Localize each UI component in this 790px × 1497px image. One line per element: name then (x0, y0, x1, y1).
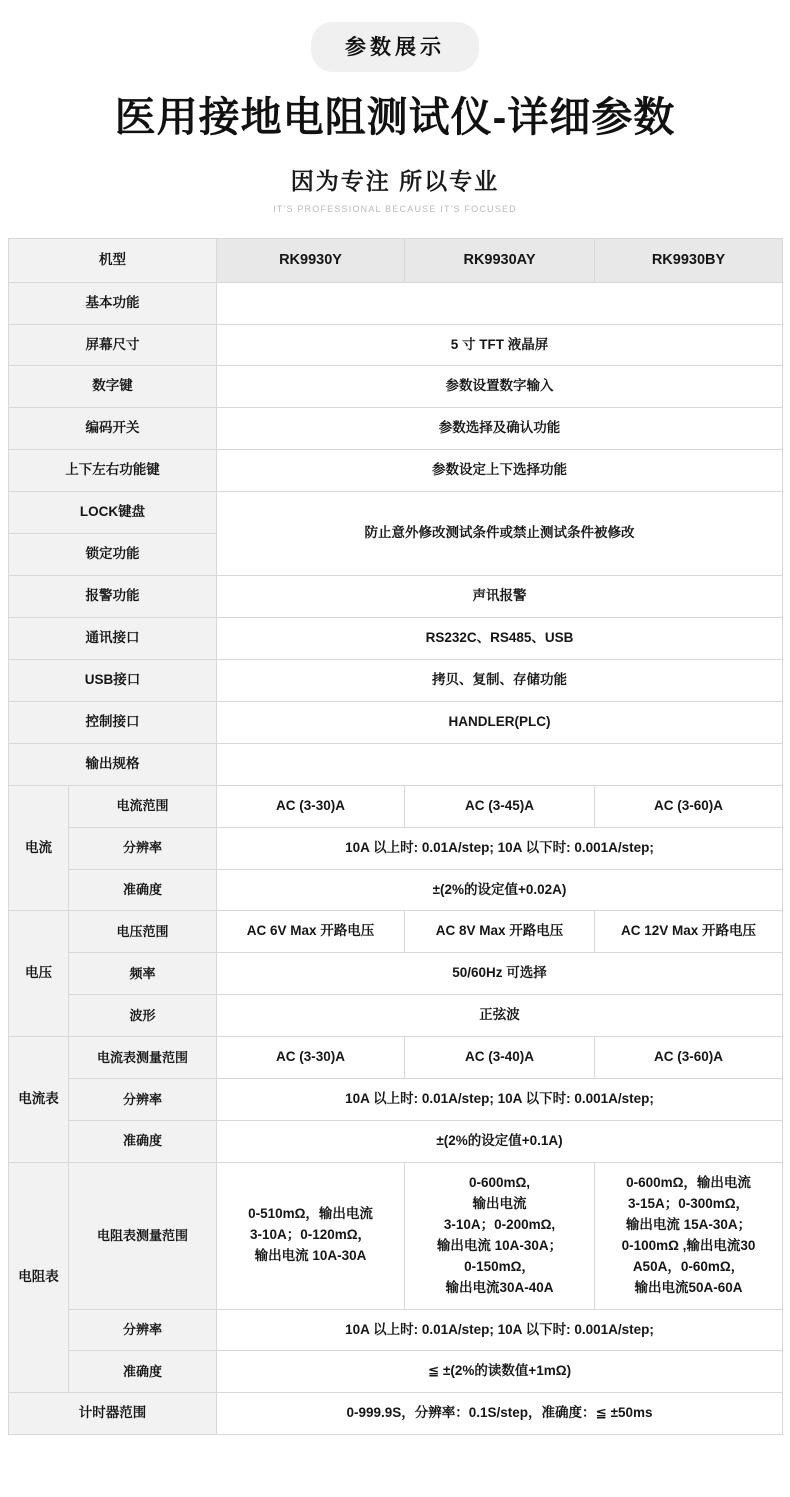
row-value-usb-interface: 拷贝、复制、存储功能 (217, 659, 783, 701)
table-row-usb-interface (9, 659, 783, 701)
row-label-current-range: 电流范围 (69, 785, 217, 827)
spec-table (8, 238, 783, 1435)
row-label-lock-keyboard: LOCK键盘 (9, 492, 217, 534)
row-value-alarm: 声讯报警 (217, 576, 783, 618)
value-ammeter-range-ay: AC (3-40)A (405, 1037, 595, 1079)
table-row-ohmmeter-range (9, 1162, 783, 1309)
value-current-accuracy: ±(2%的设定值+0.02A) (217, 869, 783, 911)
row-value-comm-interface: RS232C、RS485、USB (217, 617, 783, 659)
row-label-current-accuracy: 准确度 (69, 869, 217, 911)
table-row-comm-interface (9, 617, 783, 659)
row-value-control-interface: HANDLER(PLC) (217, 701, 783, 743)
page-header (0, 0, 790, 214)
value-ammeter-resolution: 10A 以上时: 0.01A/step; 10A 以下时: 0.001A/step; (217, 1079, 783, 1121)
value-ammeter-range-y: AC (3-30)A (217, 1037, 405, 1079)
row-label-waveform: 波形 (69, 995, 217, 1037)
value-timer-range: 0-999.9S，分辨率：0.1S/step，准确度：≦ ±50ms (217, 1393, 783, 1435)
group-label-current: 电流 (9, 785, 69, 911)
row-value-numeric-keys: 参数设置数字输入 (217, 366, 783, 408)
table-row-control-interface (9, 701, 783, 743)
row-value-encoder-switch: 参数选择及确认功能 (217, 408, 783, 450)
row-label-ohmmeter-resolution: 分辨率 (69, 1309, 217, 1351)
value-ohmmeter-range-by: 0-600mΩ，输出电流 3-15A；0-300mΩ， 输出电流 15A-30A； 0-100mΩ ,输出电流30 A50A，0-60mΩ， 输出电流50A-60A (595, 1162, 783, 1309)
row-label-alarm: 报警功能 (9, 576, 217, 618)
value-voltage-range-ay: AC 8V Max 开路电压 (405, 911, 595, 953)
value-ohmmeter-range-ay: 0-600mΩ, 输出电流 3-10A；0-200mΩ, 输出电流 10A-30A； 0-150mΩ， 输出电流30A-40A (405, 1162, 595, 1309)
row-label-current-resolution: 分辨率 (69, 827, 217, 869)
value-ammeter-accuracy: ±(2%的设定值+0.1A) (217, 1121, 783, 1163)
group-label-ohmmeter: 电阻表 (9, 1162, 69, 1392)
table-row-voltage-range (9, 911, 783, 953)
row-label-ammeter-range: 电流表测量范围 (69, 1037, 217, 1079)
page-title: 医用接地电阻测试仪-详细参数 (114, 94, 676, 140)
row-label-timer-range: 计时器范围 (9, 1393, 217, 1435)
row-label-direction-keys: 上下左右功能键 (9, 450, 217, 492)
table-row-ammeter-resolution (9, 1079, 783, 1121)
table-row-ammeter-accuracy (9, 1121, 783, 1163)
group-label-ammeter: 电流表 (9, 1037, 69, 1163)
row-label-usb-interface: USB接口 (9, 659, 217, 701)
table-row-model (9, 239, 783, 282)
row-value-output-spec (217, 743, 783, 785)
row-label-voltage-range: 电压范围 (69, 911, 217, 953)
row-label-encoder-switch: 编码开关 (9, 408, 217, 450)
table-row-section-basic (9, 282, 783, 324)
row-label-ohmmeter-accuracy: 准确度 (69, 1351, 217, 1393)
table-row-ohmmeter-resolution (9, 1309, 783, 1351)
table-row-current-accuracy (9, 869, 783, 911)
table-row-timer-range (9, 1393, 783, 1435)
row-label-screen-size: 屏幕尺寸 (9, 324, 217, 366)
table-row-numeric-keys (9, 366, 783, 408)
model-rk9930by: RK9930BY (595, 239, 783, 282)
value-ohmmeter-resolution: 10A 以上时: 0.01A/step; 10A 以下时: 0.001A/step; (217, 1309, 783, 1351)
row-value-screen-size: 5 寸 TFT 液晶屏 (217, 324, 783, 366)
value-current-range-ay: AC (3-45)A (405, 785, 595, 827)
table-row-screen-size (9, 324, 783, 366)
row-value-direction-keys: 参数设定上下选择功能 (217, 450, 783, 492)
row-label-basic-functions: 基本功能 (9, 282, 217, 324)
row-label-frequency: 频率 (69, 953, 217, 995)
row-label-control-interface: 控制接口 (9, 701, 217, 743)
row-label-ammeter-accuracy: 准确度 (69, 1121, 217, 1163)
table-row-alarm (9, 576, 783, 618)
value-current-range-by: AC (3-60)A (595, 785, 783, 827)
row-label-model: 机型 (9, 239, 217, 282)
row-label-lock-function: 锁定功能 (9, 534, 217, 576)
row-value-basic-functions (217, 282, 783, 324)
table-row-direction-keys (9, 450, 783, 492)
model-rk9930ay: RK9930AY (405, 239, 595, 282)
table-row-current-resolution (9, 827, 783, 869)
page-subtitle-english: IT'S PROFESSIONAL BECAUSE IT'S FOCUSED (273, 204, 517, 215)
spec-table-wrapper (0, 238, 790, 1453)
value-ohmmeter-range-y: 0-510mΩ，输出电流 3-10A；0-120mΩ， 输出电流 10A-30A (217, 1162, 405, 1309)
value-voltage-range-y: AC 6V Max 开路电压 (217, 911, 405, 953)
table-row-current-range (9, 785, 783, 827)
value-waveform: 正弦波 (217, 995, 783, 1037)
value-ohmmeter-accuracy: ≦ ±(2%的读数值+1mΩ) (217, 1351, 783, 1393)
model-rk9930y: RK9930Y (217, 239, 405, 282)
row-value-lock-function: 防止意外修改测试条件或禁止测试条件被修改 (217, 492, 783, 576)
table-row-waveform (9, 995, 783, 1037)
table-row-lock-keyboard (9, 492, 783, 534)
row-label-output-spec: 输出规格 (9, 743, 217, 785)
row-label-ohmmeter-range: 电阻表测量范围 (69, 1162, 217, 1309)
table-row-encoder-switch (9, 408, 783, 450)
row-label-comm-interface: 通讯接口 (9, 617, 217, 659)
table-row-ammeter-range (9, 1037, 783, 1079)
group-label-voltage: 电压 (9, 911, 69, 1037)
section-badge: 参数展示 (311, 22, 479, 72)
row-label-numeric-keys: 数字键 (9, 366, 217, 408)
value-current-resolution: 10A 以上时: 0.01A/step; 10A 以下时: 0.001A/step; (217, 827, 783, 869)
value-frequency: 50/60Hz 可选择 (217, 953, 783, 995)
value-voltage-range-by: AC 12V Max 开路电压 (595, 911, 783, 953)
table-row-section-output (9, 743, 783, 785)
page-subtitle: 因为专注 所以专业 (290, 168, 500, 195)
value-ammeter-range-by: AC (3-60)A (595, 1037, 783, 1079)
table-row-ohmmeter-accuracy (9, 1351, 783, 1393)
table-row-frequency (9, 953, 783, 995)
row-label-ammeter-resolution: 分辨率 (69, 1079, 217, 1121)
value-current-range-y: AC (3-30)A (217, 785, 405, 827)
